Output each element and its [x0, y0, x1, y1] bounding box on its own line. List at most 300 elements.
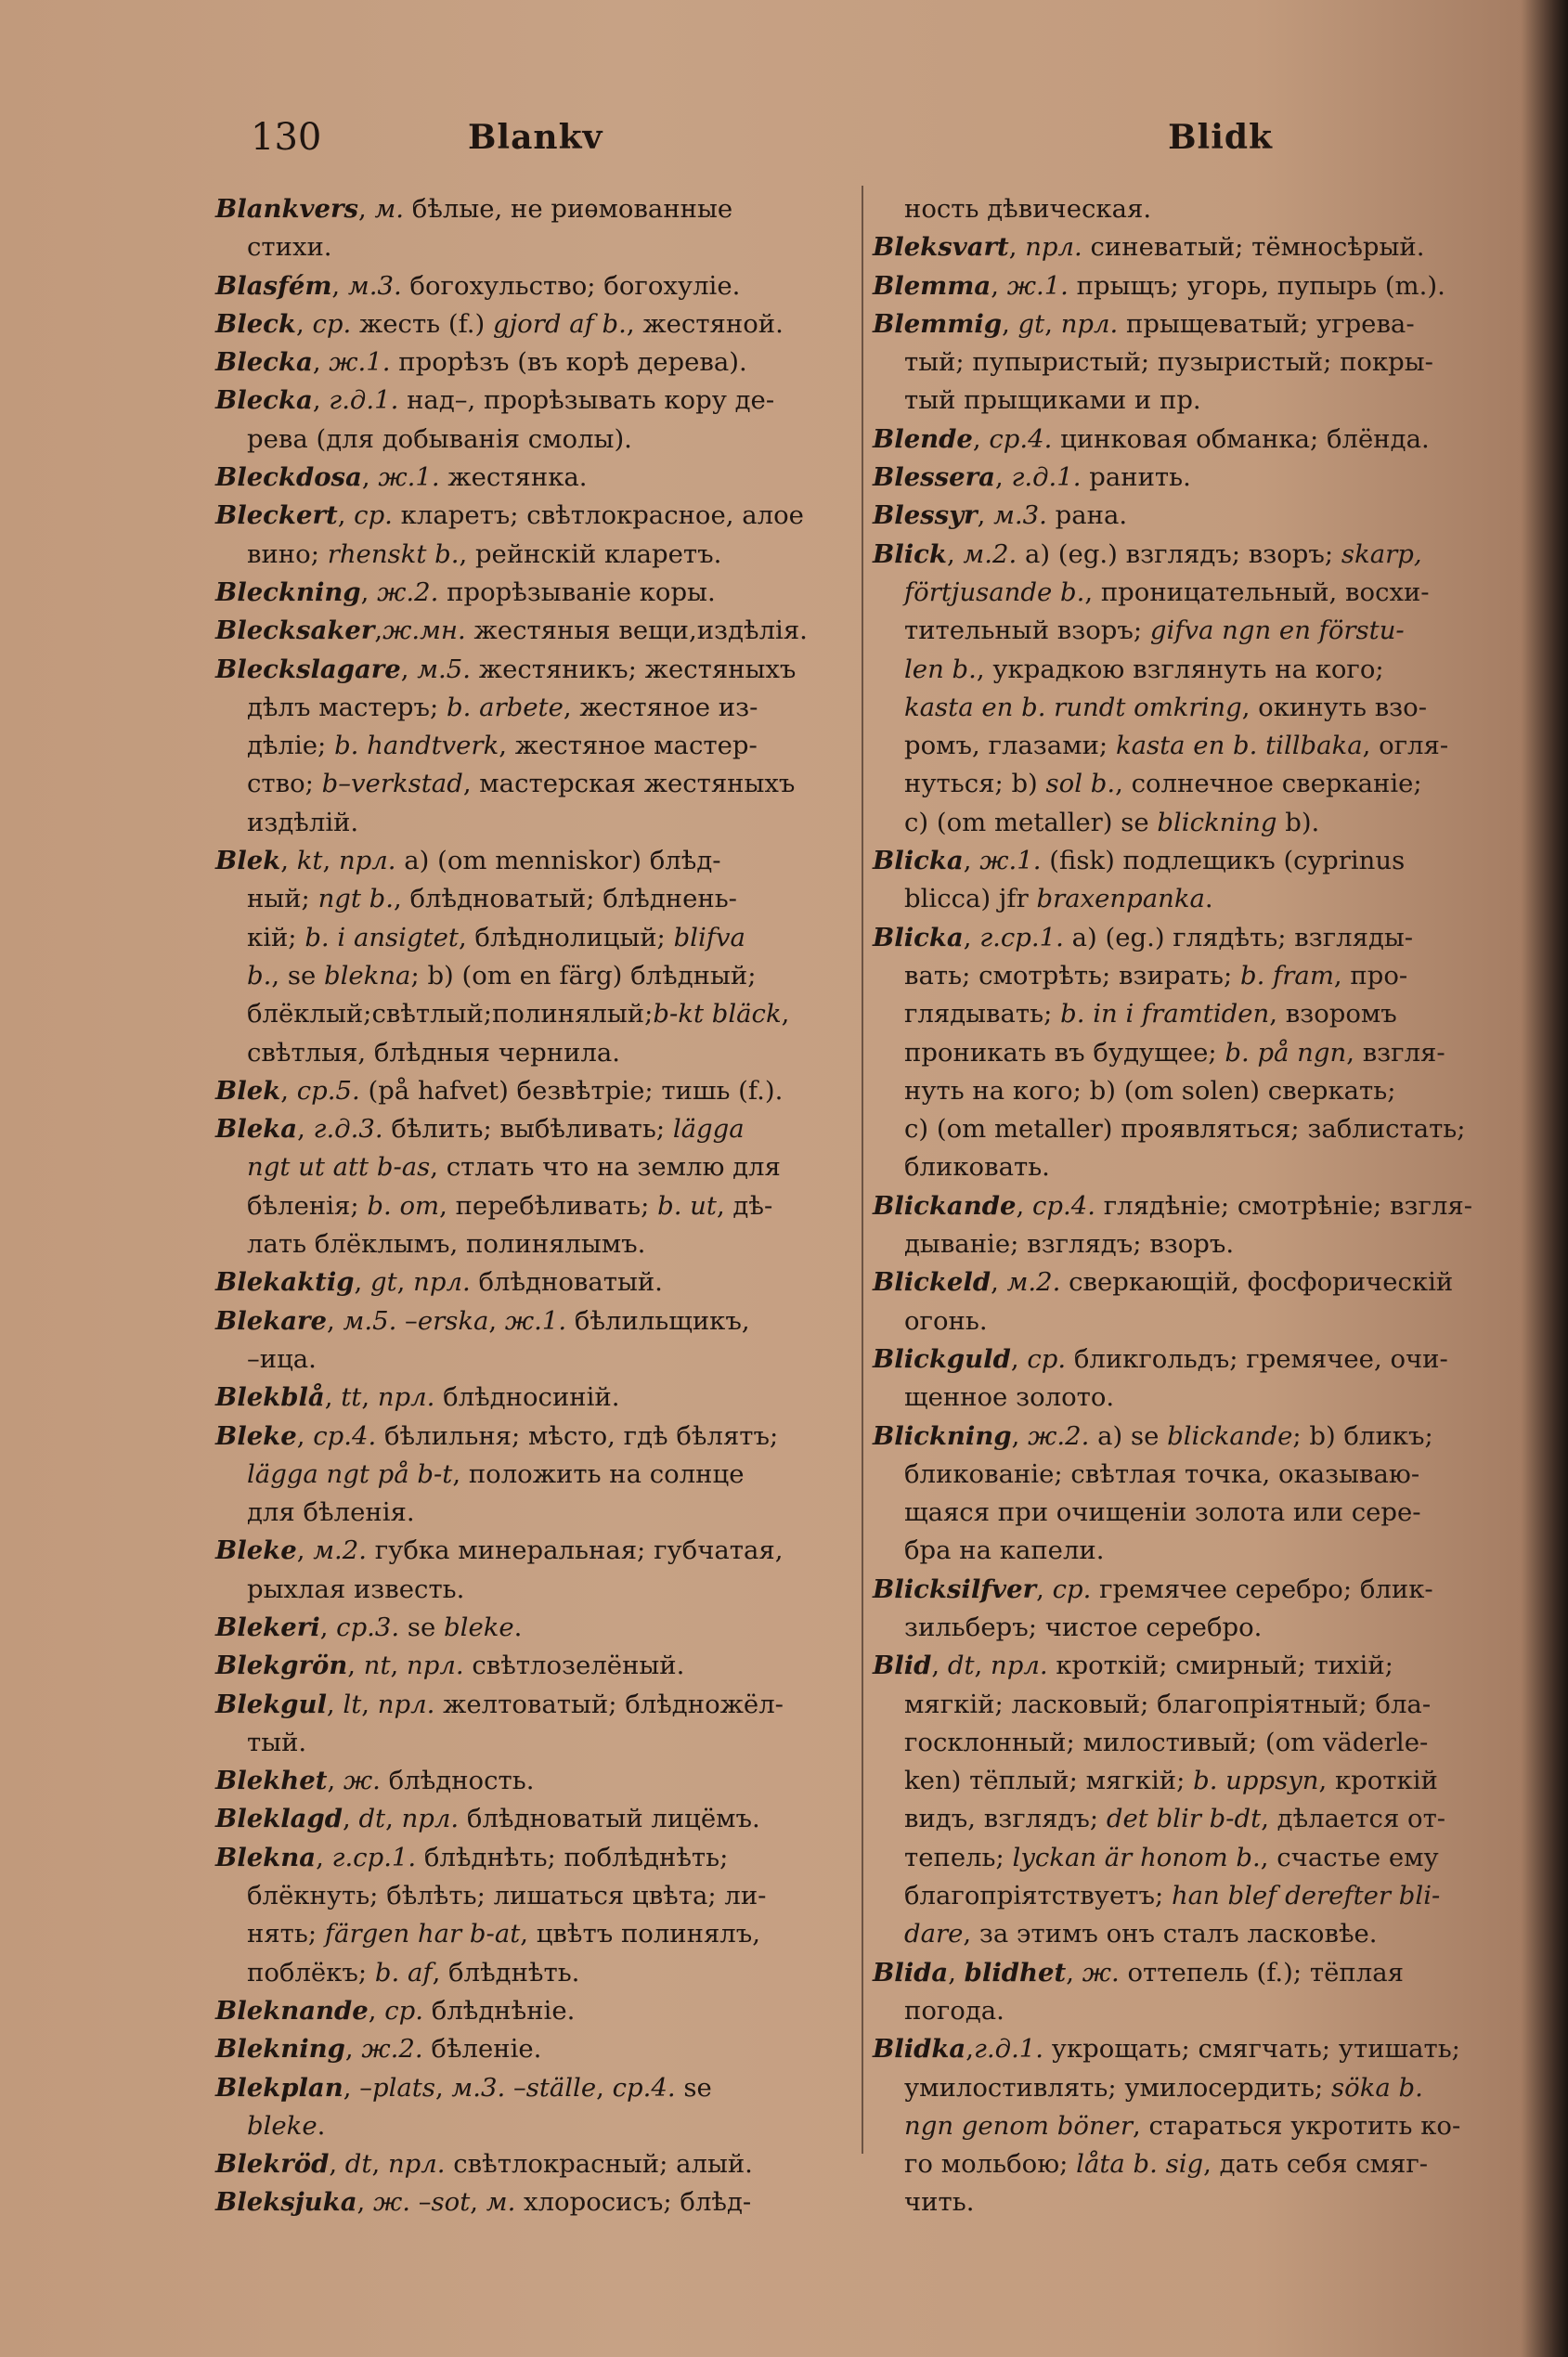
- italic-text: dare: [904, 1919, 964, 1949]
- entry-continuation-line: [873, 727, 1509, 765]
- entry-line: [873, 305, 1509, 343]
- headword: Blemma: [873, 270, 991, 301]
- italic-text: b. på ngn: [1225, 1037, 1347, 1068]
- text: свѣтлокрасный; алый.: [445, 2149, 753, 2180]
- text: ство;: [247, 769, 322, 799]
- text: ,: [390, 1651, 408, 1681]
- italic-text: b. i ansigtet: [305, 922, 459, 952]
- text: c) (om metaller) проявляться; заблистать;: [904, 1114, 1466, 1145]
- entry-line: [873, 421, 1509, 459]
- text: ,: [946, 538, 964, 569]
- entry-continuation-line: [873, 1494, 1509, 1532]
- entry-line: [215, 1072, 854, 1110]
- text: ,: [296, 308, 313, 339]
- text: ,: [329, 2149, 345, 2180]
- entry-continuation-line: [215, 1187, 854, 1225]
- headword: Blankvers: [215, 194, 359, 224]
- italic-text: ж.2.: [1028, 1420, 1090, 1451]
- entry-line: [215, 2145, 854, 2183]
- entry-line: [873, 1187, 1509, 1225]
- text: , рейнскій кларетъ.: [459, 538, 722, 569]
- italic-text: nt: [363, 1651, 391, 1681]
- text: вать; смотрѣть; взирать;: [904, 960, 1241, 991]
- italic-text: м.2.: [963, 538, 1017, 569]
- entry-continuation-line: [873, 765, 1509, 803]
- text: губка минеральная; губчатая,: [367, 1535, 784, 1566]
- entry-line: [215, 305, 854, 343]
- headword: Bleck: [215, 308, 296, 339]
- text: бликованіе; свѣтлая точка, оказываю-: [904, 1458, 1420, 1489]
- italic-text: прл.: [377, 1689, 435, 1719]
- text: тепель;: [904, 1842, 1013, 1872]
- text: ,: [312, 385, 330, 416]
- headword: Bleksvart: [873, 232, 1009, 263]
- italic-text: ngt ut att b-as: [247, 1152, 431, 1183]
- text: погода.: [904, 1995, 1004, 2026]
- text: ; b) (om en färg) блѣдный;: [410, 960, 757, 991]
- text: жестяныя вещи,издѣлія.: [465, 615, 808, 646]
- headword: Blekare: [215, 1305, 328, 1336]
- italic-text: b-kt bläck: [653, 999, 782, 1030]
- entry-line: [215, 1609, 854, 1647]
- entry-continuation-line: [873, 1148, 1509, 1186]
- text: огонь.: [904, 1305, 988, 1336]
- text: рева (для добыванія смолы).: [247, 423, 632, 454]
- text: ,: [374, 615, 383, 646]
- text: ,: [337, 500, 355, 531]
- entry-continuation-line: [873, 651, 1509, 689]
- headword: Blekröd: [215, 2149, 330, 2180]
- text: нуть на кого; b) (om solen) сверкать;: [904, 1075, 1396, 1106]
- headword: Blekaktig: [215, 1267, 355, 1298]
- entry-line: [873, 1647, 1509, 1685]
- text: бра на капели.: [904, 1535, 1105, 1566]
- text: , окинуть взо-: [1241, 692, 1428, 722]
- entry-line: [873, 228, 1509, 266]
- italic-text: blickande: [1167, 1420, 1293, 1451]
- entry-continuation-line: [873, 1302, 1509, 1340]
- italic-text: b. handtverk: [334, 731, 499, 761]
- italic-text: b. fram: [1240, 960, 1334, 991]
- headword: Bleckning: [215, 576, 361, 607]
- entry-line: [215, 2183, 854, 2221]
- entry-line: [215, 1647, 854, 1685]
- italic-text: м.3.: [451, 2072, 506, 2103]
- italic-text: b. ut: [657, 1190, 717, 1221]
- italic-text: м.3.: [993, 500, 1047, 531]
- text: ,: [361, 1689, 378, 1719]
- entry-continuation-line: [215, 1877, 854, 1915]
- text: дываніе; взглядъ; взоръ.: [904, 1229, 1235, 1260]
- text: бѣленіе.: [422, 2034, 542, 2065]
- text: зильберъ; чистое серебро.: [904, 1612, 1263, 1642]
- entry-continuation-line: [215, 957, 854, 995]
- entry-continuation-line: [873, 804, 1509, 842]
- text: кларетъ; свѣтлокрасное, алое: [392, 500, 804, 531]
- italic-text: ställe: [525, 2072, 597, 2103]
- text: , украдкою взглянуть на кого;: [976, 654, 1384, 684]
- entry-line: [215, 842, 854, 880]
- italic-text: г.д.1.: [974, 2034, 1044, 2065]
- italic-text: ср.4.: [612, 2072, 676, 2103]
- text: госклонный; милостивый; (om väderle-: [904, 1727, 1429, 1757]
- text: , дѣ-: [716, 1190, 773, 1221]
- italic-text: låta b. sig: [1076, 2149, 1204, 2180]
- text: (fisk) подлещикъ (cyprinus: [1041, 846, 1406, 876]
- text: , блѣднолицый;: [458, 922, 674, 952]
- text: ,: [963, 846, 980, 876]
- text: ,: [385, 1804, 402, 1834]
- text: ; b) бликъ;: [1292, 1420, 1433, 1451]
- text: ,: [1016, 1190, 1032, 1221]
- text: , мастерская жестяныхъ: [462, 769, 796, 799]
- text: ,: [347, 1651, 364, 1681]
- entry-line: [215, 1800, 854, 1838]
- italic-text: ж.: [1082, 1957, 1120, 1988]
- entry-continuation-line: [215, 1915, 854, 1953]
- entry-line: [873, 1571, 1509, 1609]
- italic-text: sot: [431, 2187, 471, 2218]
- running-head-right: Blidk: [1168, 118, 1273, 157]
- entry-continuation-line: [873, 1762, 1509, 1800]
- headword: Blickning: [873, 1420, 1012, 1451]
- text: издѣлій.: [247, 807, 359, 837]
- text: ,: [1066, 1957, 1082, 1988]
- entry-continuation-line: [873, 1839, 1509, 1877]
- italic-text: gjord af b.: [493, 308, 627, 339]
- italic-text: plats: [371, 2072, 435, 2103]
- text: ,: [488, 1305, 505, 1336]
- italic-text: det blir b-dt: [1106, 1804, 1262, 1834]
- headword: Blekplan: [215, 2072, 343, 2103]
- italic-text: gt: [1017, 308, 1045, 339]
- entry-line: [873, 497, 1509, 535]
- text: укрощать; смягчать; утишать;: [1043, 2034, 1460, 2065]
- entry-continuation-line: [873, 1686, 1509, 1724]
- entry-line: [873, 536, 1509, 574]
- headword: Blemmig: [873, 308, 1003, 339]
- text: ранить.: [1081, 462, 1191, 493]
- text: стихи.: [247, 232, 332, 263]
- entry-line: [215, 267, 854, 305]
- italic-text: ж.1.: [504, 1305, 567, 1336]
- italic-text: ж.2.: [377, 576, 439, 607]
- text: благопріятствуетъ;: [904, 1881, 1172, 1911]
- entry-continuation-line: [873, 1724, 1509, 1762]
- text: ,: [963, 922, 980, 952]
- entry-continuation-line: [215, 1148, 854, 1186]
- text: лать блёклымъ, полинялымъ.: [247, 1229, 646, 1260]
- headword: Blessyr: [873, 500, 978, 531]
- italic-text: dt: [358, 1804, 386, 1834]
- entry-continuation-line: [873, 1877, 1509, 1915]
- text: ,: [1008, 232, 1026, 263]
- italic-text: прл.: [1060, 308, 1119, 339]
- italic-text: gifva ngn en förstu-: [1149, 615, 1405, 646]
- headword: Blekhet: [215, 1766, 328, 1796]
- italic-text: г.д.3.: [313, 1114, 383, 1145]
- entry-continuation-line: [215, 536, 854, 574]
- entry-line: [215, 2030, 854, 2068]
- headword: Blecka: [215, 385, 313, 416]
- text: , огля-: [1362, 731, 1449, 761]
- italic-text: kt: [296, 846, 323, 876]
- italic-text: ср.4.: [1031, 1190, 1095, 1221]
- italic-text: г.ср.1.: [979, 922, 1064, 952]
- italic-text: ср.: [1052, 1573, 1092, 1604]
- italic-text: ж.1.: [329, 347, 391, 378]
- text: , блѣднѣть.: [432, 1957, 580, 1988]
- text: блѣдносиній.: [434, 1382, 620, 1413]
- text: ,: [316, 1842, 332, 1872]
- italic-text: м.: [486, 2187, 516, 2218]
- text: a) (eg.) взглядъ; взоръ;: [1017, 538, 1341, 569]
- text: , жестяное из-: [563, 692, 758, 722]
- italic-text: kasta en b. rundt omkring: [904, 692, 1242, 722]
- entry-continuation-line: [873, 995, 1509, 1033]
- italic-text: erska: [417, 1305, 489, 1336]
- italic-text: ж.2.: [361, 2034, 423, 2065]
- text: бѣлильня; мѣсто, гдѣ бѣлятъ;: [376, 1420, 779, 1451]
- text: ,: [322, 846, 339, 876]
- text: блѣдноватый лицёмъ.: [459, 1804, 760, 1834]
- entry-line: [215, 1418, 854, 1456]
- text: .: [1204, 884, 1213, 914]
- entry-continuation-line: [215, 1340, 854, 1379]
- text: ,: [974, 1651, 991, 1681]
- headword: Bleckdosa: [215, 462, 362, 493]
- entry-continuation-line: [873, 343, 1509, 382]
- text: бликовать.: [904, 1152, 1050, 1183]
- italic-text: förtjusande b.: [904, 576, 1085, 607]
- text: глядывать;: [904, 999, 1061, 1030]
- italic-text: ж.: [373, 2187, 411, 2218]
- entry-line: [215, 2069, 854, 2107]
- text: ,: [360, 576, 378, 607]
- entry-continuation-line: [873, 957, 1509, 995]
- italic-text: прл.: [377, 1382, 435, 1413]
- text: , блѣдноватый; блѣднень-: [394, 884, 737, 914]
- italic-text: г.д.1.: [329, 385, 399, 416]
- text: , кроткій: [1318, 1766, 1438, 1796]
- italic-text: ж.мн.: [382, 615, 466, 646]
- italic-text: прл.: [991, 1651, 1048, 1681]
- headword: Bleka: [215, 1114, 298, 1145]
- italic-text: blickning: [1157, 807, 1277, 837]
- text: , жестяной.: [626, 308, 784, 339]
- text: , положить на солнце: [452, 1458, 745, 1489]
- entry-continuation-line: [873, 1992, 1509, 2030]
- entry-line: [215, 651, 854, 689]
- text: рыхлая известь.: [247, 1573, 465, 1604]
- entry-continuation-line: [215, 1954, 854, 1992]
- text: a) (om menniskor) блѣд-: [395, 846, 721, 876]
- text: синеватый; тёмносѣрый.: [1082, 232, 1425, 263]
- text: , дѣлается от-: [1261, 1804, 1446, 1834]
- text: ,: [948, 1957, 965, 1988]
- headword: Blecka: [215, 347, 313, 378]
- text: мягкій; ласковый; благопріятный; бла-: [904, 1689, 1432, 1719]
- italic-text: ngt b.: [317, 884, 395, 914]
- text: ,: [356, 2187, 374, 2218]
- text: ,: [361, 462, 379, 493]
- text: прыщъ; угорь, пупырь (m.).: [1068, 270, 1445, 301]
- text: ,: [280, 846, 297, 876]
- text: .: [513, 1612, 523, 1642]
- text: для бѣленія.: [247, 1497, 415, 1528]
- text: , стараться укротить ко-: [1133, 2110, 1461, 2141]
- headword: Bleckert: [215, 500, 338, 531]
- entry-line: [215, 459, 854, 497]
- italic-text: прл.: [387, 2149, 446, 2180]
- text: ,: [371, 2149, 388, 2180]
- text: бликгольдъ; гремячее, очи-: [1066, 1343, 1448, 1374]
- text: ,: [296, 1535, 314, 1566]
- headword: Bleklagd: [215, 1804, 343, 1834]
- headword: Blicka: [873, 846, 964, 876]
- text: бѣлые, не риѳмованные: [404, 194, 733, 224]
- entry-line: [215, 1302, 854, 1340]
- italic-text: ngn genom böner: [904, 2110, 1134, 2141]
- text: блѣдность.: [380, 1766, 535, 1796]
- text: ,: [368, 1995, 385, 2026]
- italic-text: ср.5.: [296, 1075, 360, 1106]
- italic-text: söka b.: [1331, 2072, 1423, 2103]
- text: , дать себя смяг-: [1203, 2149, 1429, 2180]
- entry-continuation-line: [215, 1494, 854, 1532]
- text: щенное золото.: [904, 1382, 1115, 1413]
- headword: Blek: [215, 846, 281, 876]
- text: , жестяное мастер-: [499, 731, 758, 761]
- text: ,: [280, 1075, 297, 1106]
- entry-line: [873, 919, 1509, 957]
- entry-continuation-line: [873, 190, 1509, 228]
- text: ,: [991, 1267, 1007, 1298]
- italic-text: lt: [343, 1689, 362, 1719]
- italic-text: м.5.: [343, 1305, 397, 1336]
- text: ,: [1036, 1573, 1053, 1604]
- text: проникать въ будущее;: [904, 1037, 1225, 1068]
- text: , счастье ему: [1260, 1842, 1439, 1872]
- italic-text: sol b.: [1045, 769, 1116, 799]
- text: ,: [1011, 1420, 1029, 1451]
- text: блѣднѣніе.: [423, 1995, 576, 2026]
- text: ромъ, глазами;: [904, 731, 1116, 761]
- entry-continuation-line: [873, 1532, 1509, 1570]
- italic-text: м.2.: [1006, 1267, 1061, 1298]
- entry-continuation-line: [873, 382, 1509, 420]
- text: богохульство; богохуліе.: [401, 270, 741, 301]
- running-head-left: Blankv: [468, 118, 603, 157]
- text: видъ, взглядъ;: [904, 1804, 1107, 1834]
- headword: Bleke: [215, 1420, 297, 1451]
- italic-text: dt: [344, 2149, 372, 2180]
- italic-text: ж.1.: [1006, 270, 1069, 301]
- text: ,: [297, 1114, 314, 1145]
- text: ,: [358, 194, 375, 224]
- text: вино;: [247, 538, 328, 569]
- entry-line: [215, 343, 854, 382]
- headword: Blick: [873, 538, 947, 569]
- entry-continuation-line: [873, 1609, 1509, 1647]
- text: ,: [344, 2034, 362, 2065]
- entry-continuation-line: [215, 919, 854, 957]
- text: ,: [326, 1689, 343, 1719]
- entry-line: [215, 497, 854, 535]
- text: blicca) jfr: [904, 884, 1037, 914]
- entry-line: [873, 842, 1509, 880]
- text: ,: [1010, 1343, 1028, 1374]
- text: над–, прорѣзывать кору де-: [398, 385, 775, 416]
- text: жестянка.: [439, 462, 588, 493]
- italic-text: ср.: [312, 308, 352, 339]
- text: тый; пупыристый; пузыристый; покры-: [904, 347, 1433, 378]
- text: ,: [596, 2072, 613, 2103]
- text: цинковая обманка; блёнда.: [1052, 423, 1430, 454]
- text: –: [396, 1305, 418, 1336]
- entry-line: [873, 1340, 1509, 1379]
- text: бѣлильщикъ,: [566, 1305, 750, 1336]
- text: ,: [965, 2034, 974, 2065]
- italic-text: м.5.: [417, 654, 472, 684]
- headword: Blickande: [873, 1190, 1017, 1221]
- entry-continuation-line: [215, 228, 854, 266]
- text: тый.: [247, 1727, 307, 1757]
- text: ,: [977, 500, 994, 531]
- italic-text: bleke: [247, 2110, 317, 2141]
- headword: Blid: [873, 1651, 932, 1681]
- italic-text: b. in i framtiden: [1060, 999, 1270, 1030]
- headword: blidhet: [964, 1957, 1067, 1988]
- entry-continuation-line: [873, 1110, 1509, 1148]
- entry-continuation-line: [873, 1800, 1509, 1838]
- headword: Blickguld: [873, 1343, 1011, 1374]
- italic-text: прл.: [1025, 232, 1082, 263]
- headword: Bleksjuka: [215, 2187, 357, 2218]
- italic-text: г.д.1.: [1011, 462, 1082, 493]
- entry-continuation-line: [215, 765, 854, 803]
- entry-continuation-line: [215, 1724, 854, 1762]
- entry-continuation-line: [873, 689, 1509, 727]
- italic-text: han blef derefter bli-: [1171, 1881, 1441, 1911]
- entry-continuation-line: [215, 1225, 854, 1263]
- entry-line: [215, 190, 854, 228]
- right-column: [873, 190, 1509, 2222]
- text: , про-: [1333, 960, 1408, 991]
- headword: Blickeld: [873, 1267, 991, 1298]
- text: желтоватый; блѣдножёл-: [434, 1689, 784, 1719]
- text: глядѣніе; смотрѣніе; взгля-: [1095, 1190, 1473, 1221]
- text: нуться; b): [904, 769, 1046, 799]
- entry-line: [215, 382, 854, 420]
- headword: Blekgrön: [215, 1651, 348, 1681]
- text: ,: [1044, 308, 1061, 339]
- text: прорѣзываніе коры.: [438, 576, 716, 607]
- italic-text: lägga: [672, 1114, 745, 1145]
- text: , солнечное сверканіе;: [1115, 769, 1422, 799]
- italic-text: ж.1.: [378, 462, 440, 493]
- text: ,: [991, 270, 1007, 301]
- italic-text: bleke: [444, 1612, 514, 1642]
- headword: Blicksilfver: [873, 1573, 1037, 1604]
- entry-continuation-line: [873, 1225, 1509, 1263]
- italic-text: lägga ngt på b-t: [247, 1458, 453, 1489]
- text: (på hafvet) безвѣтріе; тишь (f.).: [359, 1075, 784, 1106]
- entry-line: [215, 612, 854, 650]
- entry-continuation-line: [215, 995, 854, 1033]
- italic-text: ср.4.: [313, 1420, 377, 1451]
- entry-continuation-line: [215, 727, 854, 765]
